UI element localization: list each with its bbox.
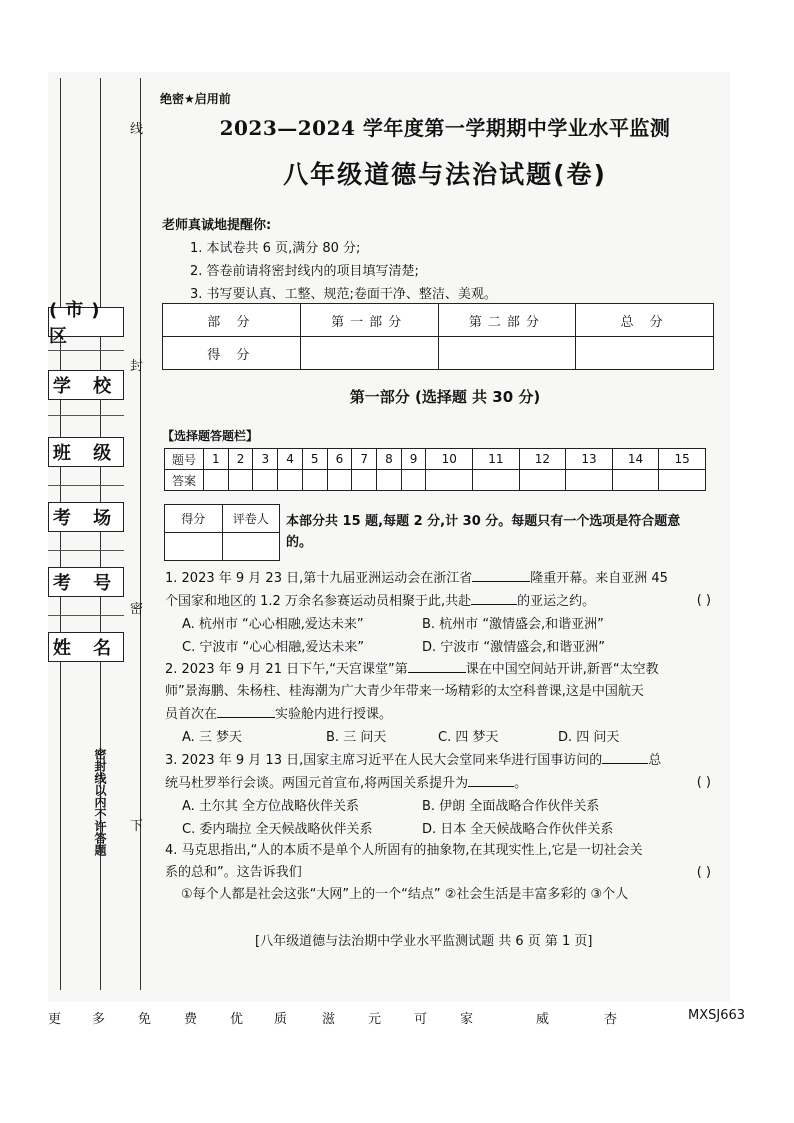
option: A. 杭州市 “心心相融,爱达未来” — [182, 617, 364, 632]
field-name: 姓 名 — [48, 632, 124, 662]
binding-line — [60, 78, 61, 990]
answer-number-cell: 15 — [659, 449, 706, 470]
field-exam-number: 考 号 — [48, 567, 124, 597]
question-text: 个国家和地区的 1.2 万余名参赛运动员相聚于此,共赴 — [165, 594, 472, 609]
score-header-cell: 第二部分 — [438, 304, 576, 337]
question-4 — [165, 840, 717, 906]
banner-char: 费 — [184, 1012, 198, 1027]
answer-input-cell[interactable] — [327, 470, 352, 491]
answer-row-label: 题号 — [165, 449, 204, 470]
answer-number-cell: 8 — [377, 449, 402, 470]
answer-paren: ( ) — [696, 865, 711, 880]
question-3 — [165, 749, 717, 795]
score-cell — [438, 337, 576, 370]
question-text: 师”景海鹏、朱杨柱、桂海潮为广大青少年带来一场精彩的太空科普课,这是中国航天 — [165, 684, 644, 699]
field-write-line — [48, 615, 124, 616]
question-text: ①每个人都是社会这张“大网”上的一个“结点” ②社会生活是丰富多彩的 ③个人 — [181, 887, 629, 902]
grader-name-cell — [222, 533, 280, 561]
question-text: 3. 2023 年 9 月 13 日,国家主席习近平在人民大会堂同来华进行国事访问的 — [165, 753, 603, 768]
seal-char-xian: 线 — [130, 122, 144, 137]
answer-number-cell: 12 — [519, 449, 566, 470]
question-text: 4. 马克思指出,“人的本质不是单个人所固有的抽象物,在其现实性上,它是一切社会关 — [165, 843, 643, 858]
bottom-banner — [0, 1008, 794, 1032]
answer-input-cell[interactable] — [352, 470, 377, 491]
score-cell — [300, 337, 438, 370]
answer-blank — [408, 658, 466, 673]
option: C. 四 梦天 — [438, 730, 499, 745]
answer-input-cell[interactable] — [401, 470, 426, 491]
field-write-line — [48, 350, 124, 351]
answer-number-cell: 6 — [327, 449, 352, 470]
answer-paren: ( ) — [696, 775, 711, 790]
option: C. 委内瑞拉 全天候战略伙伴关系 — [182, 822, 373, 837]
question-text: 2. 2023 年 9 月 21 日下午,“天宫课堂”第 — [165, 662, 408, 677]
answer-number-cell: 13 — [566, 449, 613, 470]
seal-char-mi: 密 — [130, 602, 144, 617]
banner-char: 家 — [460, 1012, 474, 1027]
question-text: 的亚运之约。 — [517, 594, 596, 609]
field-write-line — [48, 485, 124, 486]
score-header-cell: 部 分 — [163, 304, 301, 337]
option: D. 四 问天 — [558, 730, 620, 745]
banner-char: 滋 — [322, 1012, 336, 1027]
exam-title: 2023—2024 学年度第一学期期中学业水平监测 — [219, 116, 671, 140]
answer-number-cell: 3 — [253, 449, 278, 470]
score-table — [162, 303, 714, 370]
field-district: (市)区 — [48, 307, 124, 337]
question-text: 员首次在 — [165, 707, 218, 722]
answer-blank — [471, 590, 517, 605]
part1-instruction: 本部分共 15 题,每题 2 分,计 30 分。每题只有一个选项是符合题意的。 — [286, 514, 681, 550]
score-header-cell: 第一部分 — [300, 304, 438, 337]
answer-blank — [472, 567, 530, 582]
seal-line — [140, 78, 141, 990]
option: B. 伊朗 全面战略合作伙伴关系 — [422, 799, 600, 814]
question-text: 统马杜罗举行会谈。两国元首宣布,将两国关系提升为 — [165, 776, 469, 791]
grader-table — [164, 504, 280, 561]
question-1 — [165, 567, 717, 613]
question-text: 1. 2023 年 9 月 23 日,第十九届亚洲运动会在浙江省 — [165, 571, 473, 586]
field-write-line — [48, 550, 124, 551]
field-write-line — [48, 415, 124, 416]
answer-blank — [602, 749, 648, 764]
option: D. 日本 全天候战略合作伙伴关系 — [422, 822, 614, 837]
reminder-heading: 老师真诚地提醒你: — [162, 218, 272, 233]
answer-input-cell[interactable] — [253, 470, 278, 491]
confidential-mark: 绝密★启用前 — [160, 92, 231, 106]
part1-heading: 第一部分 (选择题 共 30 分) — [349, 388, 541, 406]
field-room: 考 场 — [48, 502, 124, 532]
option: C. 宁波市 “心心相融,爱达未来” — [182, 640, 365, 655]
question-text: 系的总和”。这告诉我们 — [165, 865, 302, 880]
banner-char: 免 — [138, 1012, 152, 1027]
question-text: 总 — [648, 753, 662, 768]
answer-input-cell[interactable] — [566, 470, 613, 491]
answer-number-cell: 4 — [278, 449, 303, 470]
exam-subtitle: 八年级道德与法治试题(卷) — [283, 160, 607, 189]
answer-paren: ( ) — [696, 593, 711, 608]
seal-warning: 密封线以内不许答题 — [93, 748, 107, 856]
answer-input-cell[interactable] — [612, 470, 659, 491]
grader-score-label: 得分 — [165, 505, 223, 533]
answer-input-cell[interactable] — [278, 470, 303, 491]
banner-char: 元 — [368, 1012, 382, 1027]
option: D. 宁波市 “激情盛会,和谐亚洲” — [422, 640, 606, 655]
option: B. 三 问天 — [326, 730, 387, 745]
seal-char-bottom: 下 — [130, 819, 144, 834]
answer-number-cell: 2 — [228, 449, 253, 470]
answer-row-label: 答案 — [165, 470, 204, 491]
answer-number-cell: 7 — [352, 449, 377, 470]
reminder-note: 3. 书写要认真、工整、规范;卷面干净、整洁、美观。 — [190, 287, 497, 302]
option: A. 三 梦天 — [182, 730, 243, 745]
answer-input-cell[interactable] — [302, 470, 327, 491]
field-class: 班 级 — [48, 437, 124, 467]
score-cell — [576, 337, 714, 370]
field-school: 学 校 — [48, 370, 124, 400]
answer-input-cell[interactable] — [204, 470, 229, 491]
banner-char: 更 — [48, 1012, 62, 1027]
score-row-label: 得 分 — [163, 337, 301, 370]
seal-char-feng: 封 — [130, 359, 144, 374]
question-text: 实验舱内进行授课。 — [275, 707, 393, 722]
answer-input-cell[interactable] — [473, 470, 520, 491]
question-text: 课在中国空间站开讲,新晋“太空教 — [465, 662, 659, 677]
reminder-note: 2. 答卷前请将密封线内的项目填写清楚; — [190, 264, 419, 279]
grader-name-label: 评卷人 — [222, 505, 280, 533]
score-header-cell: 总 分 — [576, 304, 714, 337]
answer-input-cell[interactable] — [659, 470, 706, 491]
reminder-note: 1. 本试卷共 6 页,满分 80 分; — [190, 241, 361, 256]
answer-number-cell: 5 — [302, 449, 327, 470]
answer-number-cell: 9 — [401, 449, 426, 470]
grader-score-cell — [165, 533, 223, 561]
answer-input-cell[interactable] — [377, 470, 402, 491]
question-text: 隆重开幕。来自亚洲 45 — [530, 571, 668, 586]
banner-char: 可 — [414, 1012, 428, 1027]
page-footer: [八年级道德与法治期中学业水平监测试题 共 6 页 第 1 页] — [255, 934, 593, 949]
answer-number-cell: 14 — [612, 449, 659, 470]
option: B. 杭州市 “激情盛会,和谐亚洲” — [422, 617, 604, 632]
document-code: MXSJ663 — [688, 1008, 746, 1023]
answer-bar-label: 【选择题答题栏】 — [162, 429, 259, 443]
banner-char: 多 — [92, 1012, 106, 1027]
question-2 — [165, 658, 717, 726]
answer-number-cell: 11 — [473, 449, 520, 470]
banner-char: 杏 — [604, 1012, 618, 1027]
answer-input-cell[interactable] — [519, 470, 566, 491]
answer-number-cell: 10 — [426, 449, 473, 470]
answer-table — [164, 448, 706, 491]
answer-input-cell[interactable] — [426, 470, 473, 491]
answer-input-cell[interactable] — [228, 470, 253, 491]
banner-char: 优 — [230, 1012, 244, 1027]
answer-blank — [468, 772, 514, 787]
banner-char: 质 — [274, 1012, 288, 1027]
answer-blank — [217, 703, 275, 718]
question-text: 。 — [514, 776, 528, 791]
banner-char: 威 — [536, 1012, 550, 1027]
option: A. 土尔其 全方位战略伙伴关系 — [182, 799, 360, 814]
answer-number-cell: 1 — [204, 449, 229, 470]
